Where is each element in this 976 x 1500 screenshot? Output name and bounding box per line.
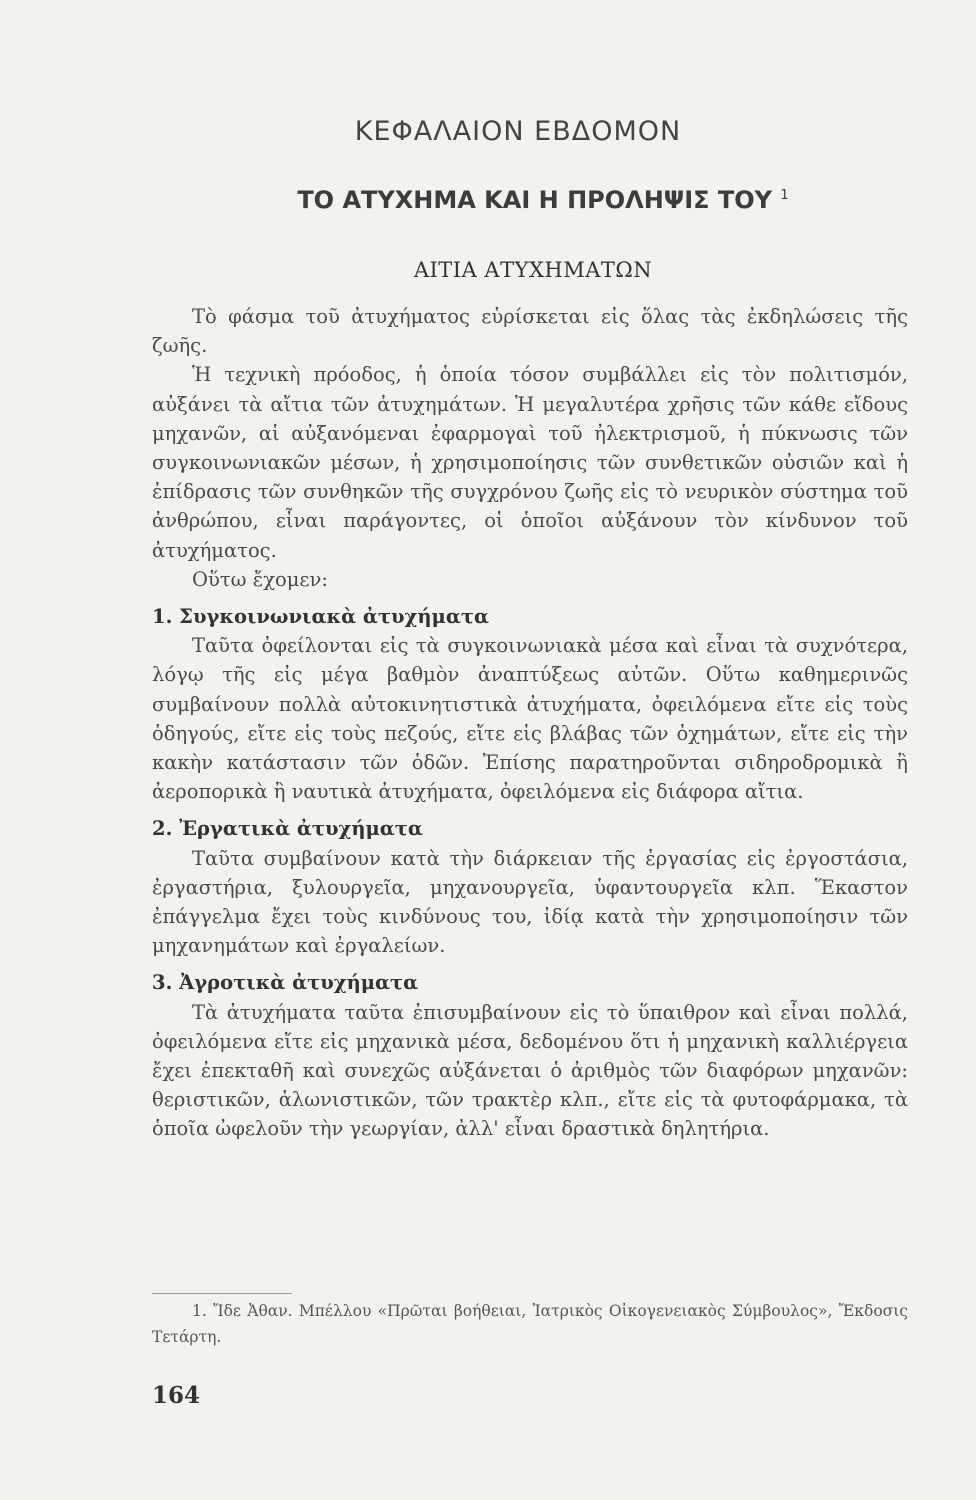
body-text	[152, 302, 908, 1144]
list-item-heading	[152, 968, 908, 997]
page-number: 164	[152, 1382, 201, 1409]
list-item-title: Συγκοινωνιακὰ ἀτυχήματα	[179, 605, 489, 629]
list-item-text: Τὰ ἀτυχήματα ταῦτα ἐπισυμβαίνουν εἰς τὸ ὕπαιθρον καὶ εἶναι πολλά, ὀφειλόμενα εἴτε εἰς μηχανικὰ μέσα, δεδομένου ὅτι ἡ μηχανικὴ καλλιέργεια ἔχει ἐπεκταθῆ καὶ συνεχῶς αὐξάνεται ὁ ἀριθμὸς τῶν διαφόρων μηχανῶν: θεριστικῶν, ἁλωνιστικῶν, τῶν τρακτὲρ κλπ., εἴτε εἰς τὰ φυτοφάρμακα, τὰ ὁποῖα ὠφελοῦν τὴν γεωργίαν, ἀλλ' εἶναι δραστικὰ δηλητήρια.	[152, 1000, 908, 1141]
chapter-title-text: ΤΟ ΑΤΥΧΗΜΑ ΚΑΙ Η ΠΡΟΛΗΨΙΣ ΤΟΥ	[297, 186, 773, 214]
section-heading: ΑΙΤΙΑ ΑΤΥΧΗΜΑΤΩΝ	[413, 258, 653, 282]
intro-paragraph-2: Ἡ τεχνικὴ πρόοδος, ἡ ὁποία τόσον συμβάλλει εἰς τὸν πολιτισμόν, αὐξάνει τὰ αἴτια τῶν ἀτυχημάτων. Ἡ μεγαλυτέρα χρῆσις τῶν κάθε εἴδους μηχανῶν, αἱ αὐξανόμεναι ἐφαρμογαὶ τοῦ ἠλεκτρισμοῦ, ἡ πύκνωσις τῶν συγκοινωνιακῶν μέσων, ἡ χρησιμοποίησις τῶν συνθετικῶν οὐσιῶν καὶ ἡ ἐπίδρασις τῶν συνθηκῶν τῆς συγχρόνου ζωῆς εἰς τὸ νευρικὸν σύστημα τοῦ ἀνθρώπου, εἶναι παράγοντες, οἱ ὁποῖοι αὐξάνουν τὸν κίνδυνον τοῦ ἀτυχήματος.	[152, 363, 908, 562]
list-item-title: Ἀγροτικὰ ἀτυχήματα	[179, 971, 419, 995]
footnote-divider	[152, 1293, 292, 1294]
intro-paragraph-3: Οὕτω ἔχομεν:	[192, 567, 328, 591]
list-item-number: 3.	[152, 971, 173, 995]
intro-paragraph-1: Τὸ φάσμα τοῦ ἀτυχήματος εὑρίσκεται εἰς ὅλας τὰς ἐκδηλώσεις τῆς ζωῆς.	[152, 305, 908, 358]
list-item-text: Ταῦτα ὀφείλονται εἰς τὰ συγκοινωνιακὰ μέσα καὶ εἶναι τὰ συχνότερα, λόγῳ τῆς εἰς μέγα βαθμὸν ἀναπτύξεως αὐτῶν. Οὕτω καθημερινῶς συμβαίνουν πολλὰ αὐτοκινητιστικὰ ἀτυχήματα, ὀφειλόμενα εἴτε εἰς τοὺς ὁδηγούς, εἴτε εἰς τοὺς πεζούς, εἴτε εἰς βλάβας τῶν ὀχημάτων, εἴτε εἰς τὴν κακὴν κατάστασιν τῶν ὁδῶν. Ἐπίσης παρατηροῦνται σιδηροδρομικὰ ἢ ἀεροπορικὰ ἢ ναυτικὰ ἀτυχήματα, ὀφειλόμενα εἰς διάφορα αἴτια.	[152, 634, 908, 804]
list-item-heading	[152, 814, 908, 843]
list-item-number: 2.	[152, 817, 173, 841]
list-item-text: Ταῦτα συμβαίνουν κατὰ τὴν διάρκειαν τῆς ἐργασίας εἰς ἐργοστάσια, ἐργαστήρια, ξυλουργεῖα, μηχανουργεῖα, ὑφαντουργεῖα κλπ. Ἕκαστον ἐπάγγελμα ἔχει τοὺς κινδύνους του, ἰδίᾳ κατὰ τὴν χρησιμοποίησιν τῶν μηχανημάτων καὶ ἐργαλείων.	[152, 846, 908, 958]
chapter-label: ΚΕΦΑΛΑΙΟΝ ΕΒΔΟΜΟΝ	[354, 116, 682, 147]
footnote: 1. Ἴδε Ἀθαν. Μπέλλου «Πρῶται βοήθειαι, Ἰατρικὸς Οἰκογενειακὸς Σύμβουλος», Ἔκδοσις Τετάρτη.	[152, 1302, 908, 1346]
list-item-number: 1.	[152, 605, 173, 629]
footnote-mark: 1	[780, 188, 789, 203]
chapter-title	[0, 186, 976, 214]
list-item-title: Ἐργατικὰ ἀτυχήματα	[179, 817, 423, 841]
list-item-heading	[152, 602, 908, 631]
